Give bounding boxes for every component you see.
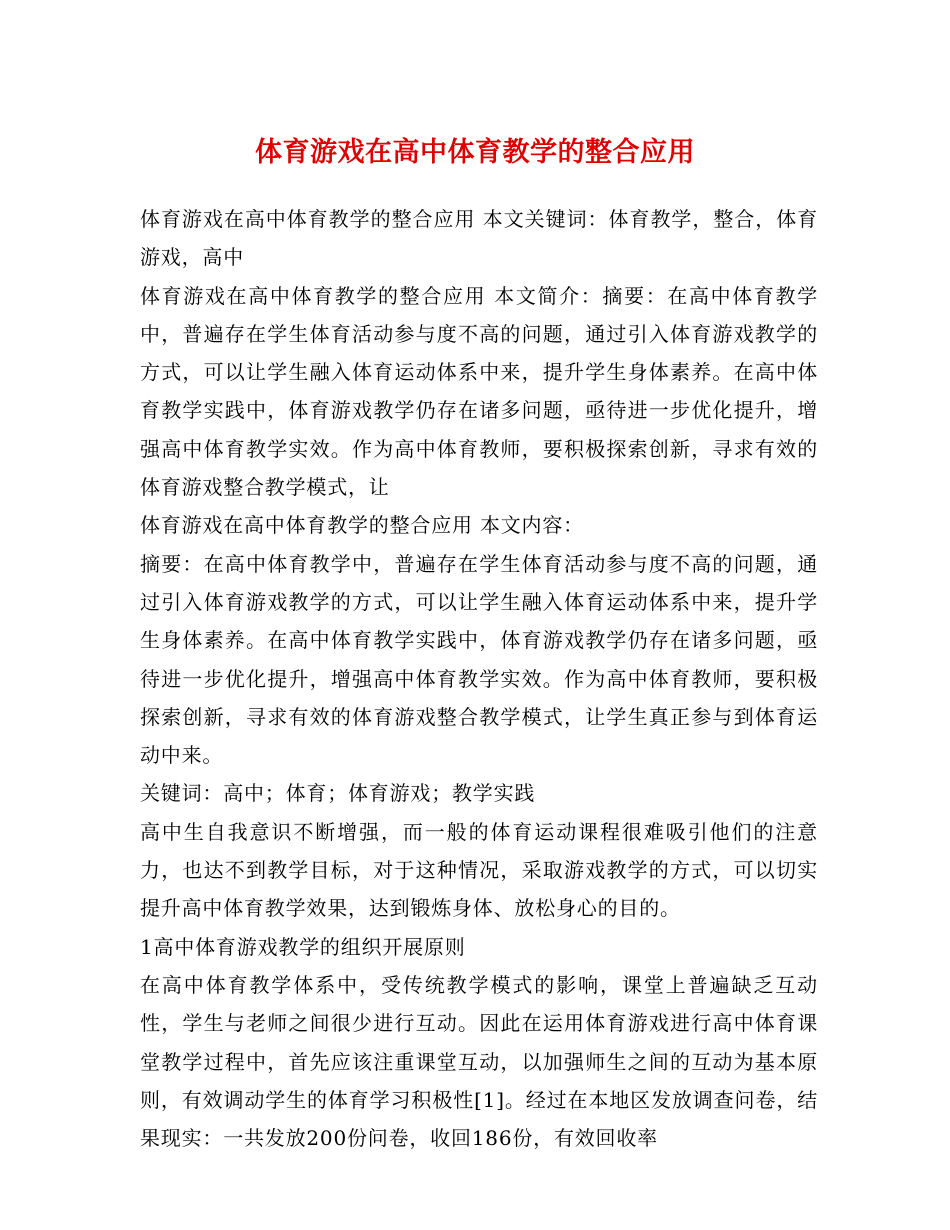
paragraph-section-1: 在高中体育教学体系中，受传统教学模式的影响，课堂上普遍缺乏互动性，学生与老师之间很少进行互动。因此在运用体育游戏进行高中体育课堂教学过程中，首先应该注重课堂互动，以加强师生之间的互动为基本原则，有效调动学生的体育学习积极性[1]。经过在本地区发放调查问卷，结果现实：一共发放200份问卷，收回186份，有效回收率: [140, 972, 818, 1151]
section-heading-1: 1高中体育游戏教学的组织开展原则: [140, 934, 466, 959]
paragraph-content-heading: 体育游戏在高中体育教学的整合应用 本文内容：: [140, 513, 584, 538]
paragraph-summary-intro: 体育游戏在高中体育教学的整合应用 本文简介：摘要：在高中体育教学中，普遍存在学生体育活动参与度不高的问题，通过引入体育游戏教学的方式，可以让学生融入体育运动体系中来，提升学生身体素养。在高中体育教学实践中，体育游戏教学仍存在诸多问题，亟待进一步优化提升，增强高中体育教学实效。作为高中体育教师，要积极探索创新，寻求有效的体育游戏整合教学模式，让: [140, 283, 818, 500]
document-body: [140, 200, 818, 1157]
paragraph-introduction: 高中生自我意识不断增强，而一般的体育运动课程很难吸引他们的注意力，也达不到教学目标，对于这种情况，采取游戏教学的方式，可以切实提升高中体育教学效果，达到锻炼身体、放松身心的目的。: [140, 819, 818, 921]
paragraph-keywords: 关键词：高中；体育；体育游戏；教学实践: [140, 781, 536, 806]
document-title: 体育游戏在高中体育教学的整合应用: [255, 137, 695, 168]
paragraph-keywords-intro: 体育游戏在高中体育教学的整合应用 本文关键词：体育教学，整合，体育游戏，高中: [140, 207, 818, 270]
paragraph-abstract: 摘要：在高中体育教学中，普遍存在学生体育活动参与度不高的问题，通过引入体育游戏教学的方式，可以让学生融入体育运动体系中来，提升学生身体素养。在高中体育教学实践中，体育游戏教学仍存在诸多问题，亟待进一步优化提升，增强高中体育教学实效。作为高中体育教师，要积极探索创新，寻求有效的体育游戏整合教学模式，让学生真正参与到体育运动中来。: [140, 551, 818, 768]
